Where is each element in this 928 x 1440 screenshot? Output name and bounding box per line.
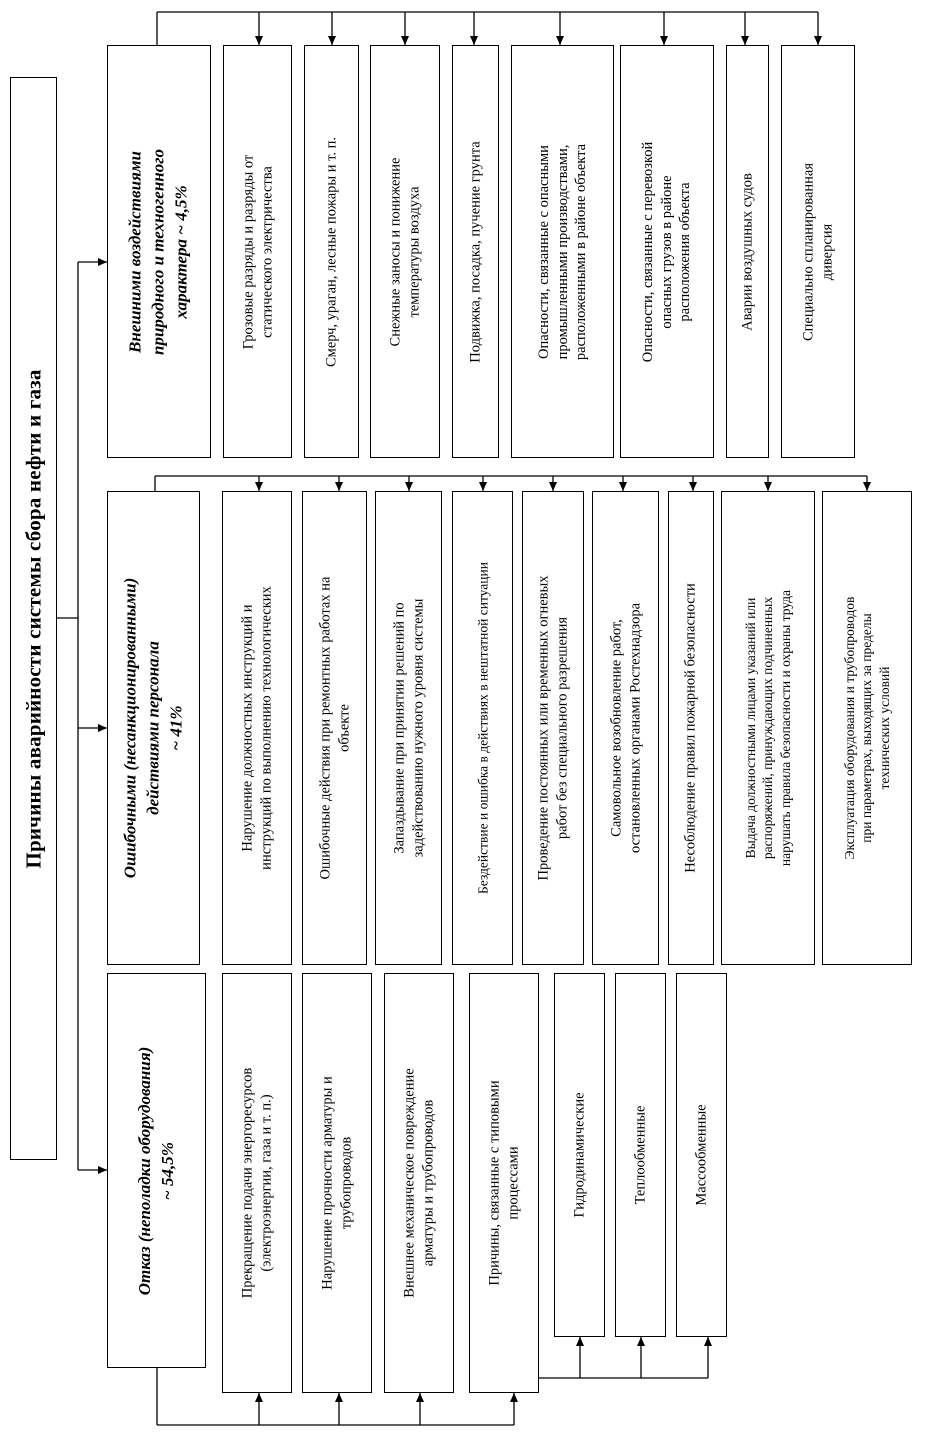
category-personnel-label: Ошибочными (несанкционированными) действиями персонала ~ 41%: [120, 577, 185, 879]
personnel-item: Самовольное возобновление работ, остановленных органами Ростехнадзора: [592, 491, 659, 965]
external-item: Опасности, связанные с опасными промышленными производствами, расположенными в районе объекта: [511, 45, 614, 458]
equipment-item: Нарушение прочности арматуры и трубопроводов: [302, 973, 372, 1393]
category-equipment-label: Отказ (неполадки оборудования) ~ 54,5%: [134, 1046, 177, 1295]
process-subitem: Теплообменные: [615, 973, 666, 1337]
category-external: [107, 45, 211, 458]
equipment-item: Причины, связанные с типовыми процессами: [469, 973, 539, 1393]
personnel-item: Несоблюдение правил пожарной безопасности: [668, 491, 714, 965]
diagram-title: Причины аварийности системы сбора нефти и газа: [21, 368, 46, 869]
external-item: Смерч, ураган, лесные пожары и т. п.: [304, 45, 359, 458]
external-item: Грозовые разряды и разряды от статического электричества: [223, 45, 292, 458]
personnel-item: Эксплуатация оборудования и трубопроводов при параметрах, выходящих за пределы технических условий: [822, 491, 912, 965]
personnel-item: Нарушение должностных инструкций и инструкций по выполнению технологических: [222, 491, 292, 965]
category-equipment: [107, 973, 206, 1368]
category-personnel: [107, 491, 200, 965]
equipment-item: Прекращение подачи энергоресурсов (электроэнергии, газа и т. п.): [222, 973, 292, 1393]
process-subitem: Гидродинамические: [554, 973, 605, 1337]
external-item: Подвижка, посадка, пучение грунта: [452, 45, 499, 458]
external-item: Специально спланированная диверсия: [781, 45, 855, 458]
personnel-item: Запаздывание при принятии решений по задействованию нужного уровня системы: [375, 491, 442, 965]
external-item: Снежные заносы и понижение температуры воздуха: [370, 45, 440, 458]
personnel-item: Проведение постоянных или временных огневых работ без специального разрешения: [522, 491, 584, 965]
category-external-label: Внешними воздействиями природного и техногенного характера ~ 4,5%: [125, 148, 191, 355]
personnel-item: Бездействие и ошибка в действиях в нештатной ситуации: [452, 491, 513, 965]
process-subitem: Массообменные: [676, 973, 727, 1337]
external-item: Опасности, связанные с перевозкой опасных грузов в районе расположения объекта: [620, 45, 714, 458]
diagram-title-box: [10, 77, 57, 1160]
equipment-item: Внешнее механическое повреждение арматуры и трубопроводов: [384, 973, 454, 1393]
personnel-item: Выдача должностными лицами указаний или распоряжений, принуждающих подчиненных нарушать правила безопасности и охраны труда: [721, 491, 815, 965]
external-item: Аварии воздушных судов: [726, 45, 769, 458]
personnel-item: Ошибочные действия при ремонтных работах на объекте: [302, 491, 367, 965]
